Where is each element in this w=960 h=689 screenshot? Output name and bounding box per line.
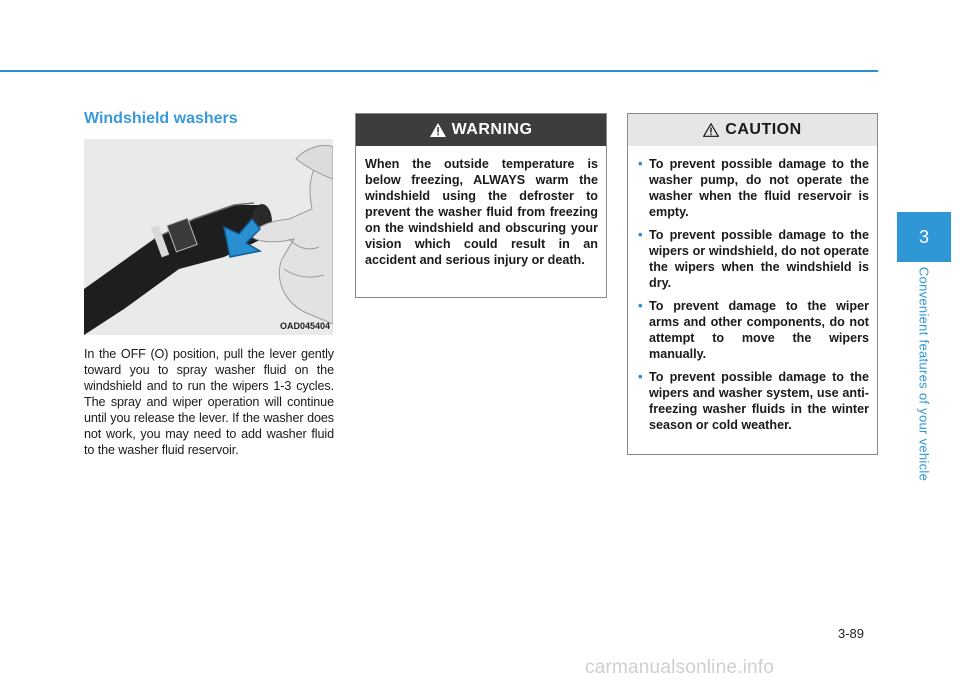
caution-item: • To prevent possible damage to the wipers and washer system, use anti-freezing washer fluids in the winter season or cold weather. (638, 369, 869, 433)
page-number: 3-89 (838, 626, 865, 641)
warning-header (356, 114, 606, 146)
caution-title: CAUTION (725, 121, 802, 138)
caution-list (628, 146, 877, 433)
caution-box (627, 113, 878, 455)
warning-text: When the outside temperature is below freezing, ALWAYS warm the windshield using the defroster to prevent the washer fluid from freezing on the windshield and obscuring your vision which could result in an accident and serious injury or death. (365, 157, 598, 267)
chapter-tab: 3 (897, 212, 951, 262)
warning-box (355, 113, 607, 298)
figure-code: OAD045404 (279, 321, 330, 331)
caution-item: • To prevent possible damage to the washer pump, do not operate the washer when the fluid reservoir is empty. (638, 156, 869, 220)
header-rule (0, 70, 878, 72)
section-title: Windshield washers (84, 110, 238, 127)
warning-title: WARNING (451, 121, 533, 138)
section-body: In the OFF (O) position, pull the lever gently toward you to spray washer fluid on the windshield and to run the wipers 1-3 cycles. The spray and wiper operation will continue until you release the lever. If the washer does not work, you may need to add washer fluid to the washer fluid reservoir. (84, 347, 334, 457)
caution-item: • To prevent damage to the wiper arms and other components, do not attempt to move the wipers manually. (638, 298, 869, 362)
caution-header (628, 114, 877, 146)
lever-drawing (84, 139, 333, 335)
wiper-lever-illustration (84, 139, 333, 335)
caution-item: • To prevent possible damage to the wipers or windshield, do not operate the wipers when the windshield is dry. (638, 227, 869, 291)
warning-triangle-icon (430, 123, 446, 137)
caution-triangle-icon (703, 123, 719, 137)
watermark: carmanualsonline.info (585, 657, 775, 678)
chapter-label: Convenient features of your vehicle (916, 266, 932, 482)
